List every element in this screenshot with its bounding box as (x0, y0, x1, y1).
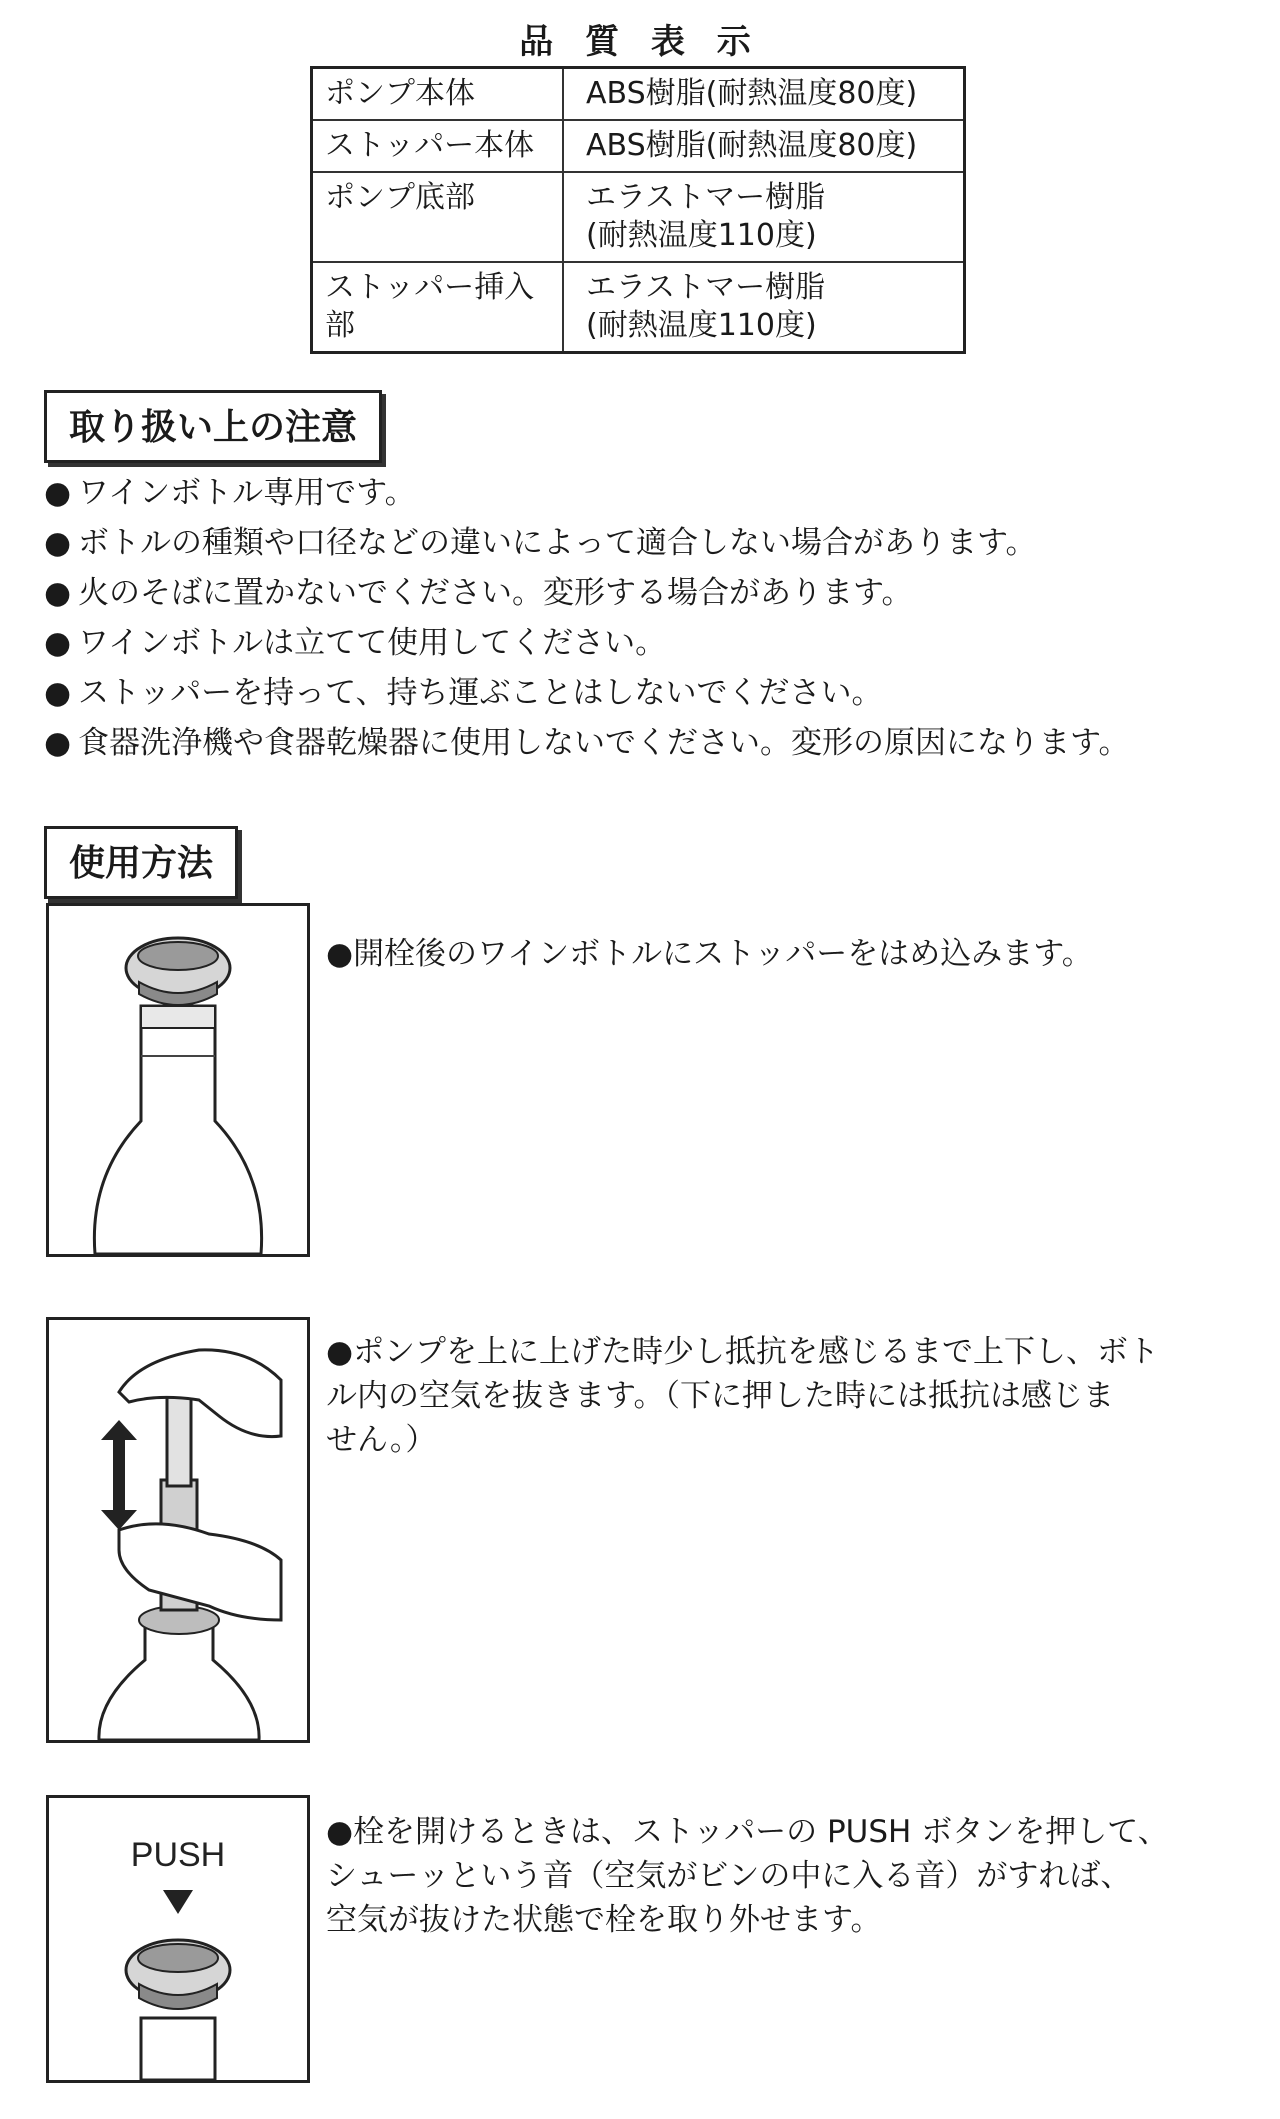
caution-text: 食器洗浄機や食器乾燥器に使用しないでください。変形の原因になります。 (78, 725, 1130, 761)
caution-heading: 取り扱い上の注意 (44, 390, 382, 463)
quality-title: 品 質 表 示 (519, 22, 761, 62)
usage-step-text (326, 1330, 1266, 1462)
table-cell-material: ABS樹脂(耐熱温度80度) (563, 68, 965, 121)
table-cell-part: ストッパー挿入部 (312, 262, 564, 353)
table-cell-material: エラストマー樹脂 (耐熱温度110度) (563, 172, 965, 262)
push-stopper-illustration (46, 1795, 310, 2083)
table-cell-part: ポンプ本体 (312, 68, 564, 121)
table-row (312, 120, 965, 172)
usage-heading: 使用方法 (44, 826, 238, 899)
stopper-on-bottle-illustration (46, 903, 310, 1257)
table-cell-material: エラストマー樹脂 (耐熱温度110度) (563, 262, 965, 353)
bullet-icon: ● (326, 936, 354, 972)
pump-on-bottle-illustration (46, 1317, 310, 1743)
table-row (312, 172, 965, 262)
table-cell-part: ストッパー本体 (312, 120, 564, 172)
usage-step-3: 栓を開けるときは、ストッパーの PUSH ボタンを押して、 シューッという音（空気がビンの中に入る音）がすれば、 空気が抜けた状態で栓を取り外せます。 (326, 1814, 1169, 1938)
bullet-icon: ● (44, 725, 72, 761)
quality-table (310, 66, 966, 354)
list-item (44, 568, 1264, 618)
bullet-icon: ● (326, 1334, 354, 1370)
bullet-icon: ● (44, 625, 72, 661)
bullet-icon: ● (44, 675, 72, 711)
usage-step-text (326, 1810, 1266, 1942)
bullet-icon: ● (44, 525, 72, 561)
table-cell-part: ポンプ底部 (312, 172, 564, 262)
list-item (44, 718, 1264, 768)
caution-text: ボトルの種類や口径などの違いによって適合しない場合があります。 (78, 525, 1037, 561)
push-label: PUSH (130, 1836, 226, 1874)
caution-list (44, 468, 1264, 768)
usage-step-2: ポンプを上に上げた時少し抵抗を感じるまで上下し、ボト ル内の空気を抜きます。（下に押した時には抵抗は感じま せん。） (326, 1334, 1160, 1458)
table-row (312, 262, 965, 353)
caution-text: ワインボトルは立てて使用してください。 (78, 625, 667, 661)
list-item (44, 518, 1264, 568)
list-item (44, 668, 1264, 718)
caution-text: ストッパーを持って、持ち運ぶことはしないでください。 (78, 675, 883, 711)
caution-text: ワインボトル専用です。 (78, 475, 416, 511)
usage-step-text (326, 932, 1266, 976)
table-cell-material: ABS樹脂(耐熱温度80度) (563, 120, 965, 172)
arrow-down-icon (163, 1890, 193, 1914)
usage-step-1: 開栓後のワインボトルにストッパーをはめ込みます。 (353, 936, 1093, 972)
list-item (44, 618, 1264, 668)
list-item (44, 468, 1264, 518)
caution-text: 火のそばに置かないでください。変形する場合があります。 (78, 575, 913, 611)
bullet-icon: ● (44, 475, 72, 511)
bullet-icon: ● (44, 575, 72, 611)
table-row (312, 68, 965, 121)
bullet-icon: ● (326, 1814, 354, 1850)
